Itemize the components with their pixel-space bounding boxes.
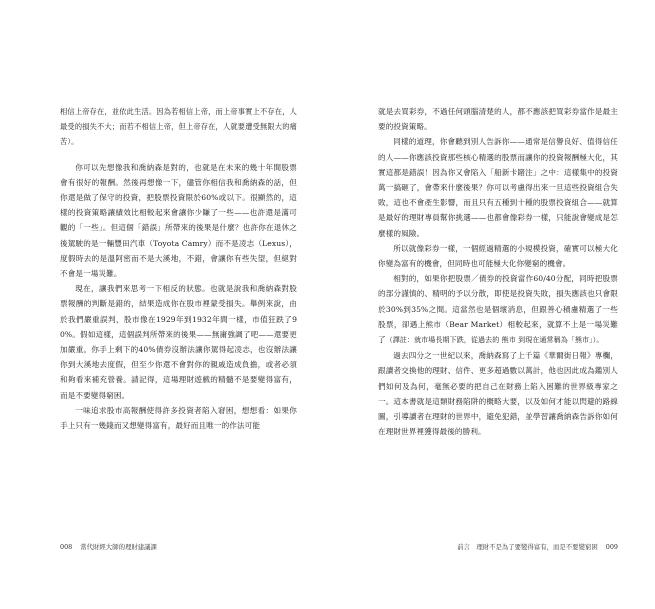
right-footer <box>457 542 618 551</box>
page-number: 009 <box>605 543 618 551</box>
right-page <box>378 104 618 439</box>
running-title: 當代財經大師的理財建議課 <box>80 543 157 551</box>
paragraph: 就是去買彩券，不過任何頭腦清楚的人，都不應該把買彩券當作是最主要的投資策略。 <box>378 107 618 132</box>
paragraph: 同樣的道理，你會聽到別人告訴你——通常是信譽良好、值得信任的人——你應該投資那些核心精選的股票而讓你的投資報酬極大化，其實這都是錯誤！因為你又會陷入「船新卡賭注」之中：這樣集中的投資萬一搞砸了，會帶來什麼後果？你可以考慮得出來一旦這些投資組合失敗，這也不會產生影響，而且只有五種到十種的股票投資組合——就算是最好的理財專員幫你挑選——也都會像彩券一樣，只能說會變成是怎麼樣的風險。 <box>378 137 618 238</box>
paragraph: 現在，讓我們來思考一下相反的狀態。也就是說我和喬納森對股票報酬的判斷是錯的，結果造成你在股市裡蒙受損失。舉例來說，由於我們嚴重誤判，股市像在1929年到1932年間一樣，市值狂跌了90%。假如這樣，這個誤判所帶來的後果——無庸強調了吧——還要更加嚴重。你手上剩下的40%債券沒辦法讓你駕得起凌志，也沒辦法讓你到大溪地去度假，但至少你還不會對你的親戚造成負擔，或者必須和夠看來補充營養。請記得，這場理財遊戲的精髓不是要變得富有，而是不要變得窮困。 <box>60 284 297 400</box>
paragraph-with-note <box>378 271 618 348</box>
translator-note: （譯註：就市場長期下跌，從過去的 熊市 到現在通常稱為「熊市」）。 <box>385 336 604 345</box>
paragraph: 過去四分之一世紀以來，喬納森寫了上千篇《華爾街日報》專欄，跟讀者交換他的理財、信件、更多超過數以萬計，他也因此成為鑑別人們如何及為何，毫無必要的把自己在財務上陷入困難的世界級專家之一。這本書就是這類財務陷阱的概略大要，以及如何才能以閃避的路線圖，引導讀者在理財的世界中，避免犯錯，並學習讓喬納森告訴你如何在理財世界裡獲得最後的勝利。 <box>378 351 618 437</box>
paragraph: 你可以先想像我和喬納森是對的，也就是在未來的幾十年間股票會有很好的報酬。然後再想像一下，儘管你相信我和喬納森的話，但你還是做了保守的投資，把股票投資限於60%或以下。很顯然的，這樣的投資策略讓績效比相較起來會讓你少賺了一些——也許還是滿可觀的「一些」。但這個「錯誤」所帶來的後果是什麼？也許你在退休之後駕駛的是一輛豐田汽車（Toyota Camry）而不是凌志（Lexus），度假時去的是溫阿密而不是大溪地，不錯，會讓你有些失望，但絕對不會是一場災難。 <box>60 162 297 279</box>
paragraph: 所以就像彩券一樣，一個經過精選的小規模投資，確實可以極大化你變為富有的機會，但同時也可能極大化你變窮的機會。 <box>378 243 618 269</box>
page-number: 008 <box>60 543 73 551</box>
paragraph-text: 相對的，如果你把股票／債券的投資當作60/40分配，同時把股票的部分謹慎的、精明的予以分散，即使是投資失敗，損失應該也只會限於30%到35%之間。這當然也是個壞消息，但跟善心積慮精選了一些股票，卻遇上熊市（Bear Market）相較起來，就算不上是一場災難了 <box>378 274 618 345</box>
quote-text: 相信上帝存在，並依此生活。因為若相信上帝，而上帝事實上不存在，人最受的損失不大；而若不相信上帝，但上帝存在，人就要遭受無限大的痛苦）。 <box>60 107 297 147</box>
running-title: 前言 理財不是為了要變得富有，而是不要變窮困 <box>457 543 598 551</box>
paragraph: 一味追求股市高報酬使得許多投資者陷入窘困，想想看：如果你手上只有一幾錢而又想變得富有，最好而且唯一的作法可能 <box>60 405 297 431</box>
left-page <box>60 104 297 433</box>
left-footer <box>60 542 157 551</box>
